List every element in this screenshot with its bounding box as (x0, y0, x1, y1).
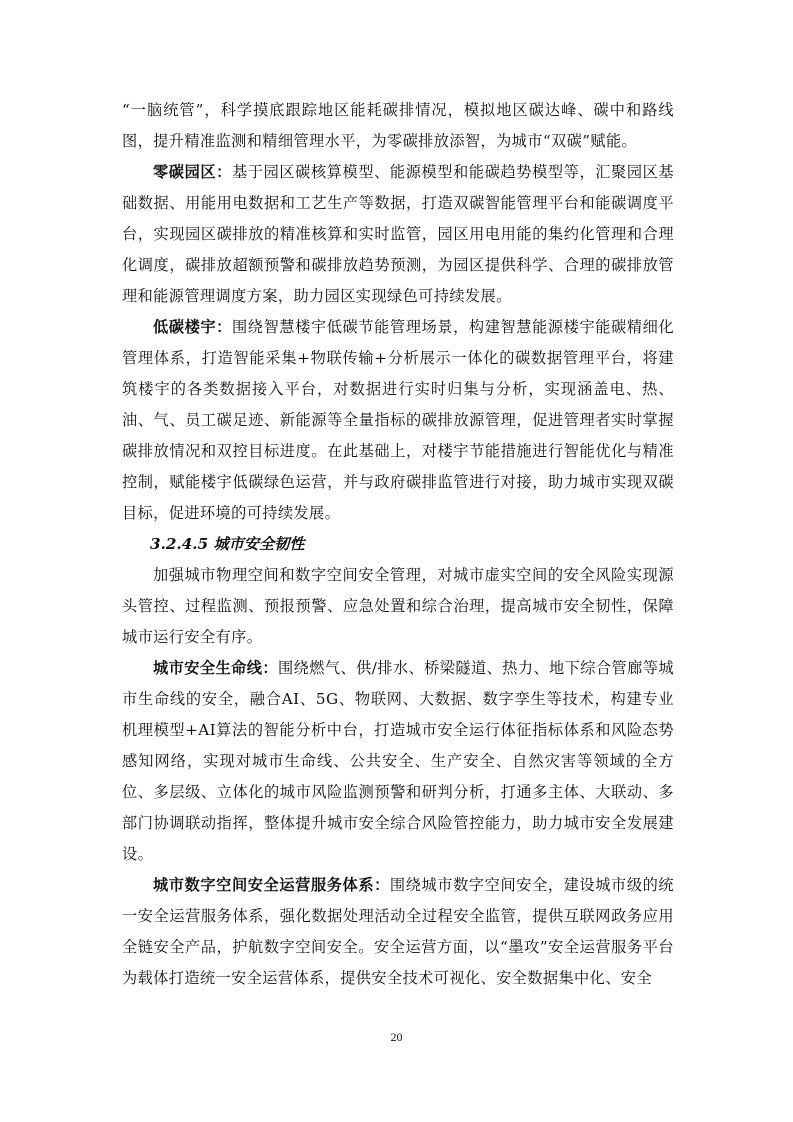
paragraph-text: 基于园区碳核算模型、能源模型和能碳趋势模型等，汇聚园区基础数据、用能用电数据和工艺生产等数据，打造双碳智能管理平台和能碳调度平台，实现园区碳排放的精准核算和实时监管，园区用电用能的集约化管理和合理化调度，碳排放超额预警和碳排放趋势预测，为园区提供科学、合理的碳排放管理和能源管理调度方案，助力园区实现绿色可持续发展。 (122, 163, 675, 305)
paragraph-lifeline (122, 653, 674, 870)
paragraph-lead: 低碳楼宇： (153, 318, 232, 336)
paragraph-lead: 城市数字空间安全运营服务体系： (153, 876, 390, 894)
paragraph-text: 围绕城市数字空间安全，建设城市级的统一安全运营服务体系，强化数据处理活动全过程安全监管，提供互联网政务应用全链安全产品，护航数字空间安全。安全运营方面，以“墨攻”安全运营服务平台为载体打造统一安全运营体系，提供安全技术可视化、安全数据集中化、安全 (122, 876, 675, 987)
paragraph-intro (122, 560, 674, 653)
paragraph-digital-security (122, 870, 674, 994)
paragraph-lead: 零碳园区： (153, 163, 232, 181)
paragraph-low-carbon-building (122, 312, 674, 529)
paragraph-text: 围绕智慧楼宇低碳节能管理场景，构建智慧能源楼宇能碳精细化管理体系，打造智能采集+物联传输+分析展示一体化的碳数据管理平台，将建筑楼宇的各类数据接入平台，对数据进行实时归集与分析，实现涵盖电、热、油、气、员工碳足迹、新能源等全量指标的碳排放源管理，促进管理者实时掌握碳排放情况和双控目标进度。在此基础上，对楼宇节能措施进行智能优化与精准控制，赋能楼宇低碳绿色运营，并与政府碳排监管进行对接，助力城市实现双碳目标，促进环境的可持续发展。 (122, 318, 675, 522)
paragraph-text: “一脑统管”，科学摸底跟踪地区能耗碳排情况，模拟地区碳达峰、碳中和路线图，提升精准监测和精细管理水平，为零碳排放添智，为城市“双碳”赋能。 (122, 101, 674, 150)
page-number: 20 (390, 1030, 403, 1044)
section-heading: 3.2.4.5 城市安全韧性 (150, 535, 305, 553)
paragraph-1 (122, 95, 674, 157)
paragraph-lead: 城市安全生命线： (153, 659, 278, 677)
paragraph-text: 围绕燃气、供/排水、桥梁隧道、热力、地下综合管廊等城市生命线的安全，融合AI、5G、物联网、大数据、数字孪生等技术，构建专业机理模型+AI算法的智能分析中台，打造城市安全运行体征指标体系和风险态势感知网络，实现对城市生命线、公共安全、生产安全、自然灾害等领域的全方位、多层级、立体化的城市风险监测预警和研判分析，打通多主体、大联动、多部门协调联动指挥，整体提升城市安全综合风险管控能力，助力城市安全发展建设。 (122, 659, 674, 863)
document-body (122, 95, 674, 994)
paragraph-zero-carbon-park (122, 157, 674, 312)
paragraph-text: 加强城市物理空间和数字空间安全管理，对城市虚实空间的安全风险实现源头管控、过程监测、预报预警、应急处置和综合治理，提高城市安全韧性，保障城市运行安全有序。 (122, 566, 674, 646)
